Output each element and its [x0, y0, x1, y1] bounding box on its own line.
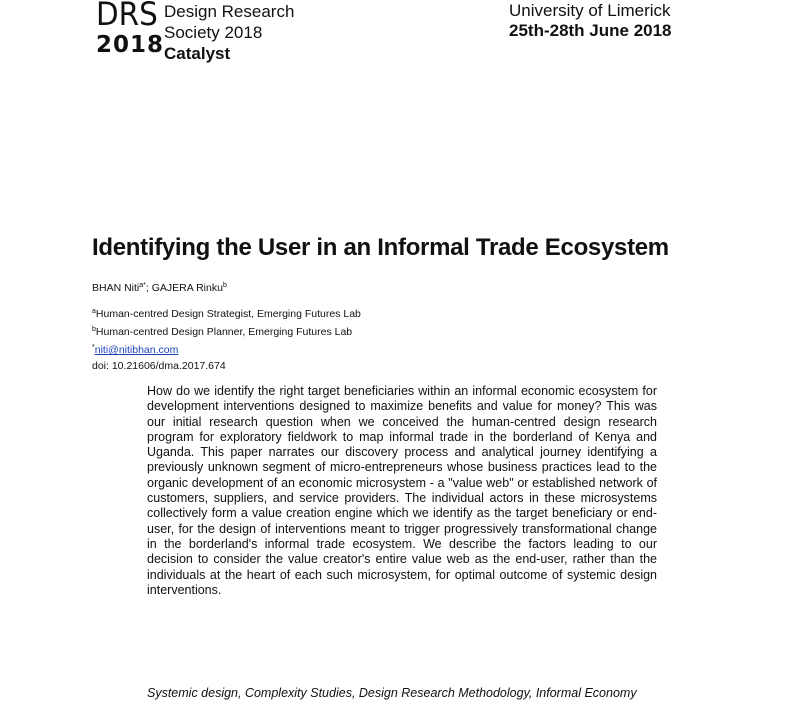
author-name: BHAN Niti [92, 282, 140, 294]
logo-year-text: 2018 [96, 32, 165, 58]
venue-university: University of Limerick [509, 1, 671, 20]
author-affil-mark: b [222, 282, 227, 289]
venue-dates: 25th-28th June 2018 [509, 21, 672, 40]
abstract-text: How do we identify the right target beneficiaries within an informal economic ecosystem for development interventions designed to maximize benefits and value for money? This was our initial research question when we conceived the human-centred design research program for exploratory fieldwork to map informal trade in the borderland of Kenya and Uganda. This paper narrates our discovery process and analytical journey identifying a previously unknown segment of micro-entrepreneurs whose business practices lead to the organic development of an economic microsystem - a "value web" or established network of customers, suppliers, and service providers. The individual actors in these microsystems collectively form a value creation engine which we identify as the target beneficiary or end-user, for the design of interventions meant to trigger progressively transformational change in the borderland's informal trade ecosystem. We describe the factors leading to our decision to consider the value creator's entire value web as the end-user, rather than the individuals at the heart of each such microsystem, for optimal outcome of systemic design interventions. [147, 384, 657, 597]
email-mark: * [92, 344, 95, 351]
society-line-2: Society 2018 [164, 23, 263, 42]
affiliations [92, 304, 361, 374]
affiliation-line [92, 304, 361, 322]
author-separator: ; [145, 282, 152, 294]
affiliation-text: Human-centred Design Planner, Emerging Futures Lab [95, 326, 353, 338]
email-line [92, 340, 361, 358]
paper-title: Identifying the User in an Informal Trade Ecosystem [92, 234, 669, 261]
affiliation-mark: b [92, 326, 96, 333]
logo-drs-text: DRS [96, 0, 158, 33]
author-name: GAJERA Rinku [151, 282, 223, 294]
affiliation-mark: a [92, 308, 96, 315]
conference-name [164, 1, 294, 64]
conference-venue [509, 1, 672, 41]
society-line-3: Catalyst [164, 44, 231, 63]
keywords-text: Systemic design, Complexity Studies, Design Research Methodology, Informal Economy [147, 686, 637, 700]
affiliation-text: Human-centred Design Strategist, Emerging Futures Lab [95, 308, 361, 320]
doi-line: doi: 10.21606/dma.2017.674 [92, 360, 226, 372]
author-affil-mark: a* [139, 282, 146, 289]
email-link[interactable]: niti@nitibhan.com [94, 344, 179, 356]
affiliation-line [92, 322, 361, 340]
author-list [92, 282, 227, 294]
society-line-1: Design Research [164, 2, 295, 21]
